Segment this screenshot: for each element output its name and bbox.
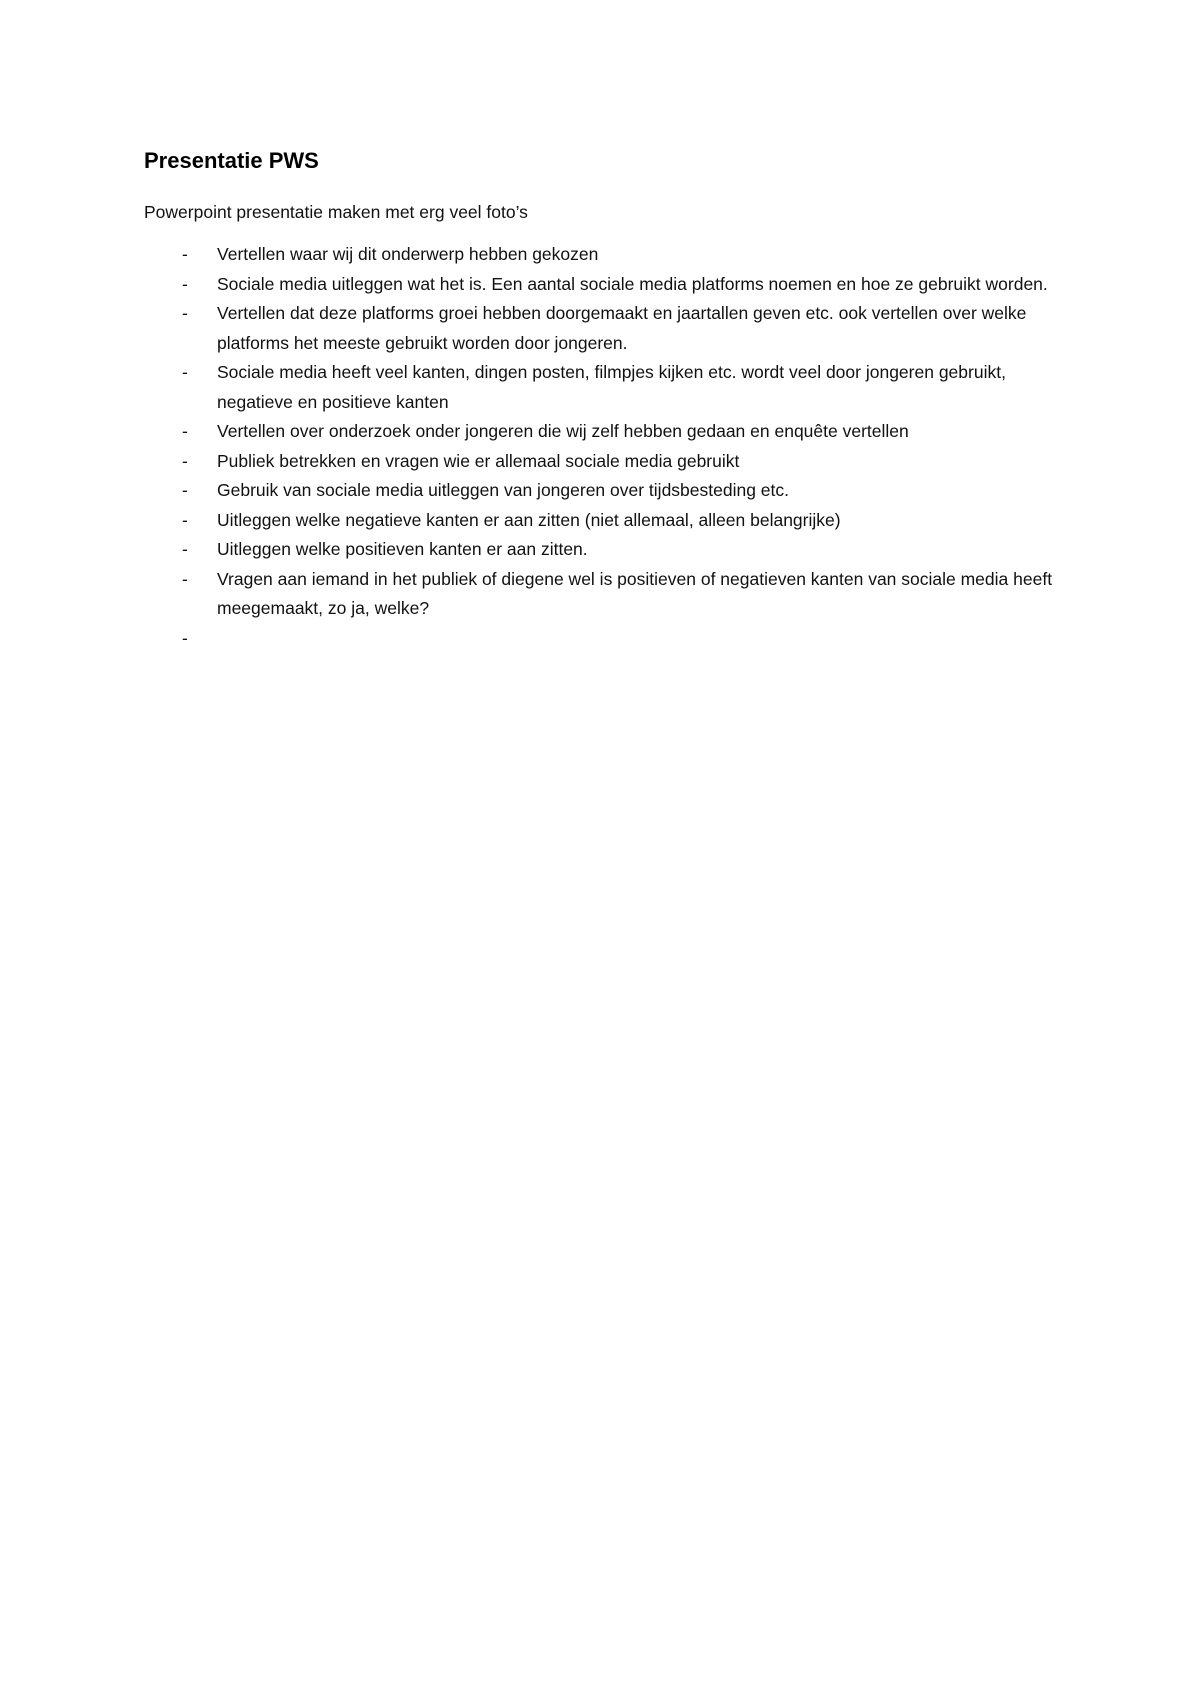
list-item — [144, 506, 1074, 536]
bullet-dash: - — [182, 509, 188, 530]
list-item — [144, 358, 1074, 417]
list-item — [144, 240, 1074, 270]
list-item-text: Publiek betrekken en vragen wie er allemaal sociale media gebruikt — [217, 450, 740, 471]
list-item — [144, 535, 1074, 565]
bullet-dash: - — [182, 244, 188, 264]
bullet-dash: - — [182, 568, 188, 589]
bullet-dash: - — [182, 273, 188, 294]
list-item-text: Sociale media uitleggen wat het is. Een aantal sociale media platforms noemen en hoe ze gebruikt worden. — [217, 273, 1048, 294]
list-item-text: Gebruik van sociale media uitleggen van jongeren over tijdsbesteding etc. — [217, 480, 790, 500]
list-item-text: Vertellen over onderzoek onder jongeren die wij zelf hebben gedaan en enquête vertellen — [217, 421, 909, 441]
bullet-list — [144, 240, 1074, 663]
list-item-text: Sociale media heeft veel kanten, dingen posten, filmpjes kijken etc. wordt veel door jongeren gebruikt, negatieve en positieve kanten — [217, 362, 1006, 412]
list-item-text: Vragen aan iemand in het publiek of diegene wel is positieven of negatieven kanten van sociale media heeft meegemaakt, zo ja, welke? — [217, 568, 1053, 618]
bullet-dash: - — [182, 362, 188, 382]
bullet-dash: - — [182, 421, 188, 441]
list-item — [144, 565, 1074, 624]
list-item — [144, 299, 1074, 358]
list-item-text: Vertellen waar wij dit onderwerp hebben gekozen — [217, 244, 599, 264]
bullet-dash: - — [182, 627, 188, 648]
bullet-dash: - — [182, 303, 188, 323]
list-item-text: Vertellen dat deze platforms groei hebben doorgemaakt en jaartallen geven etc. ook vertellen over welke platforms het meeste gebruikt worden door jongeren. — [217, 303, 1027, 353]
document-body — [144, 146, 1074, 663]
list-item — [144, 476, 1074, 506]
bullet-dash: - — [182, 539, 188, 559]
list-item — [144, 447, 1074, 477]
bullet-dash: - — [182, 480, 188, 500]
list-item — [144, 417, 1074, 447]
bullet-dash: - — [182, 450, 188, 471]
list-item — [144, 270, 1074, 300]
list-item-empty — [144, 624, 1074, 663]
list-item-text: Uitleggen welke negatieve kanten er aan zitten (niet allemaal, alleen belangrijke) — [217, 509, 841, 530]
list-item-text: Uitleggen welke positieven kanten er aan zitten. — [217, 539, 588, 559]
intro-paragraph: Powerpoint presentatie maken met erg veel foto’s — [144, 202, 528, 222]
document-title: Presentatie PWS — [144, 148, 319, 173]
